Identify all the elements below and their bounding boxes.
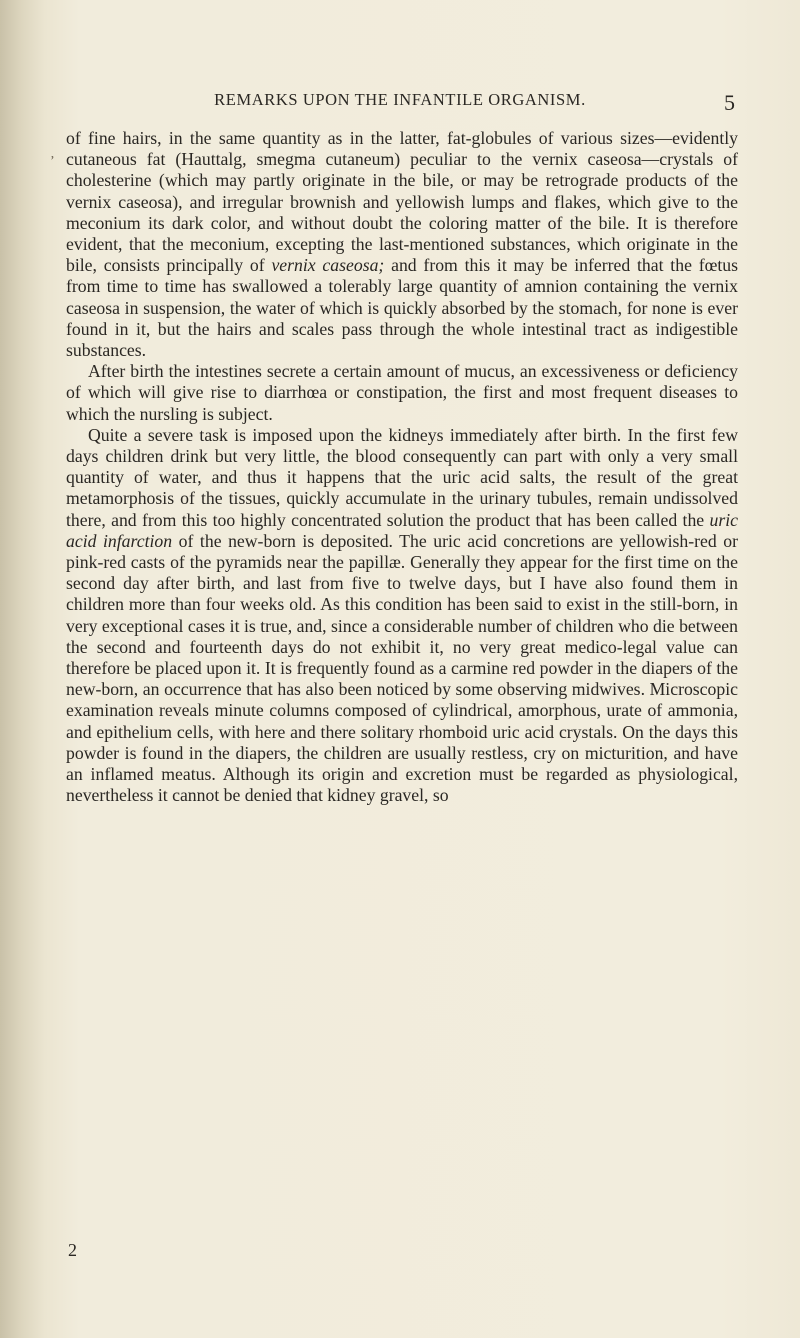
italic-term: vernix caseosa; — [271, 255, 385, 276]
page-header — [0, 90, 800, 114]
text-run: Quite a severe task is imposed upon the kidneys immediately after birth. In the first few days children drink but very little, the blood consequently can part with only a very small quantity of water, and thus it happens that the uric acid salts, the result of the great metamorphosis of the tissues, quickly accumulate in the urinary tubules, remain undissolved there, and from this too highly concentrated solution the product that has been called the — [66, 424, 738, 530]
paragraph — [66, 128, 738, 361]
paragraph — [66, 425, 738, 807]
text-run: After birth the intestines secrete a certain amount of mucus, an excessiveness or deficiency of which will give rise to diarrhœa or constipation, the first and most frequent diseases to which the nursling is subject. — [66, 361, 738, 424]
paragraph — [66, 361, 738, 425]
page-number: 5 — [724, 90, 735, 115]
text-run: and from this it may be inferred that the fœtus from time to time has swallowed a tolerably large quantity of amnion containing the vernix caseosa in suspension, the water of which is quickly absorbed by the stomach, for none is ever found in it, but the hairs and scales pass through the whole intestinal tract as indigestible substances. — [66, 255, 738, 361]
text-run: of the new-born is deposited. The uric acid concretions are yellowish-red or pink-red casts of the pyramids near the papillæ. Generally they appear for the first time on the second day after birth, and last from five to twelve days, but I have also found them in children more than four weeks old. As this condition has been said to exist in the still-born, in very exceptional cases it is true, and, since a considerable number of children who die between the second and fourteenth days do not exhibit it, no very great medico-legal value can therefore be placed upon it. It is frequently found as a carmine red powder in the diapers of the new-born, an occurrence that has also been noticed by some observing midwives. Microscopic examination reveals minute columns composed of cylindrical, amorphous, urate of ammonia, and epithelium cells, with here and there solitary rhomboid uric acid crystals. On the days this powder is found in the diapers, the children are usually restless, cry on micturition, and have an inflamed meatus. Although its origin and excretion must be regarded as physiological, nevertheless it cannot be denied that kidney gravel, so — [66, 530, 739, 806]
italic-term: uric acid infarction — [66, 509, 738, 551]
margin-mark: ʼ — [50, 154, 55, 169]
running-title: REMARKS UPON THE INFANTILE ORGANISM. — [214, 90, 586, 109]
signature-mark: 2 — [68, 1240, 77, 1260]
body-text — [66, 128, 738, 807]
text-run: of fine hairs, in the same quantity as in the latter, fat-globules of various sizes—evidently cutaneous fat (Hauttalg, smegma cutaneum) peculiar to the vernix caseosa—crystals of cholesterine (which may partly originate in the bile, or may be retrograde products of the vernix caseosa), and irregular brownish and yellowish lumps and flakes, which give to the meconium its dark color, and without doubt the coloring matter of the bile. It is therefore evident, that the meconium, excepting the last-mentioned substances, which originate in the bile, consists principally of — [66, 128, 738, 276]
